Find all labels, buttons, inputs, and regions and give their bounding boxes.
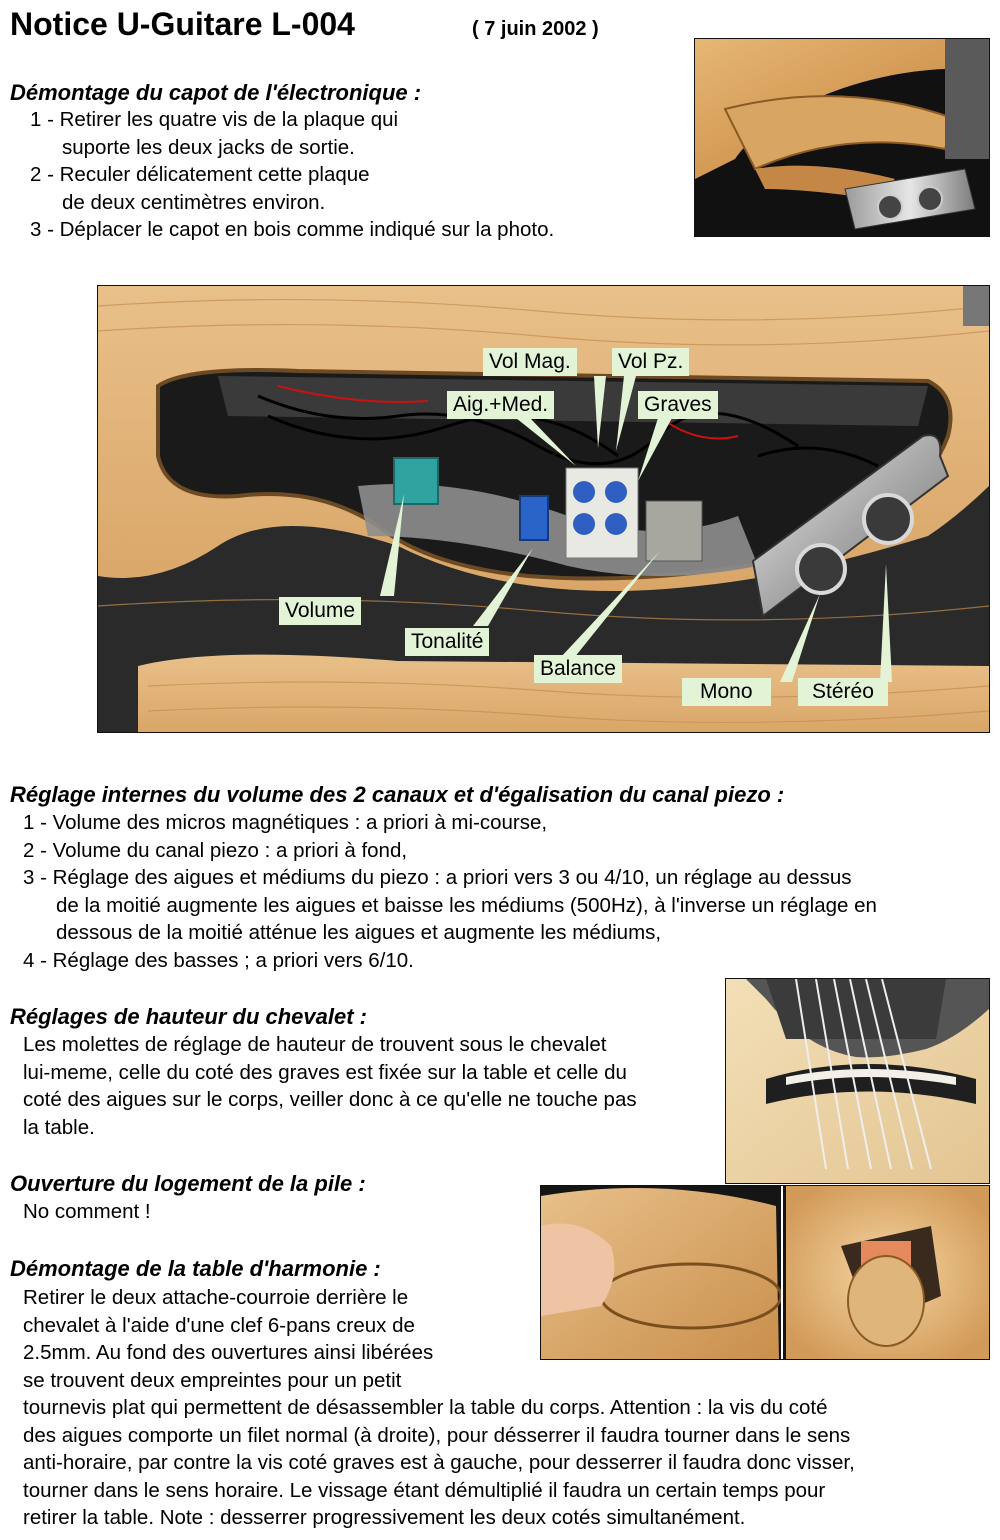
text-line: 2 - Reculer délicatement cette plaque xyxy=(30,163,370,186)
text-line: 1 - Retirer les quatre vis de la plaque qui xyxy=(30,108,399,131)
text-line: suporte les deux jacks de sortie. xyxy=(62,135,355,159)
text-line: Retirer le deux attache-courroie derrière le xyxy=(23,1286,409,1309)
section-body-capot xyxy=(30,106,554,244)
text-line: 3 - Déplacer le capot en bois comme indiqué sur la photo. xyxy=(30,218,555,241)
label-volume: Volume xyxy=(279,597,361,625)
text-line: No comment ! xyxy=(23,1200,151,1223)
text-line: tournevis plat qui permettent de désassembler la table du corps. Attention : la vis du coté xyxy=(23,1396,828,1419)
label-balance: Balance xyxy=(534,655,622,683)
text-line: 3 - Réglage des aigues et médiums du piezo : a priori vers 3 ou 4/10, un réglage au dessus xyxy=(23,866,852,889)
section-heading-pile: Ouverture du logement de la pile : xyxy=(10,1171,366,1196)
text-line: des aigues comporte un filet normal (à droite), pour désserrer il faudra tourner dans le sens xyxy=(23,1423,851,1447)
photo-electronics-cavity xyxy=(97,285,990,733)
text-line: retirer la table. Note : desserrer progressivement les deux cotés simultanément. xyxy=(23,1506,746,1529)
section-heading-table-harmonie: Démontage de la table d'harmonie : xyxy=(10,1256,381,1281)
text-line: 2 - Volume du canal piezo : a priori à fond, xyxy=(23,838,408,862)
section-body-chevalet xyxy=(23,1031,637,1141)
document-date: ( 7 juin 2002 ) xyxy=(472,18,599,40)
text-line: anti-horaire, par contre la vis coté graves est à gauche, pour desserrer il faudra donc visser, xyxy=(23,1451,855,1474)
text-line: lui-meme, celle du coté des graves est fixée sur la table et celle du xyxy=(23,1060,627,1084)
text-line: Les molettes de réglage de hauteur de trouvent sous le chevalet xyxy=(23,1033,607,1056)
text-line: chevalet à l'aide d'une clef 6-pans creux de xyxy=(23,1313,415,1337)
label-vol-pz: Vol Pz. xyxy=(612,348,689,376)
section-heading-reglages-internes: Réglage internes du volume des 2 canaux et d'égalisation du canal piezo : xyxy=(10,782,785,807)
label-stereo: Stéréo xyxy=(798,678,888,706)
text-line: 2.5mm. Au fond des ouvertures ainsi libérées xyxy=(23,1341,434,1364)
text-line: 1 - Volume des micros magnétiques : a priori à mi-course, xyxy=(23,811,548,834)
label-aig-med: Aig.+Med. xyxy=(447,391,554,419)
label-graves: Graves xyxy=(638,391,718,419)
text-line: dessous de la moitié atténue les aigues et augmente les médiums, xyxy=(56,921,662,944)
text-line: coté des aigues sur le corps, veiller donc à ce qu'elle ne touche pas xyxy=(23,1088,637,1111)
section-body-pile xyxy=(23,1198,151,1226)
text-line: de deux centimètres environ. xyxy=(62,190,326,214)
section-heading-capot: Démontage du capot de l'électronique : xyxy=(10,80,422,105)
text-line: de la moitié augmente les aigues et baisse les médiums (500Hz), à l'inverse un réglage en xyxy=(56,893,877,917)
label-tonalite: Tonalité xyxy=(405,628,489,656)
text-line: se trouvent deux empreintes pour un petit xyxy=(23,1368,402,1392)
text-line: tourner dans le sens horaire. Le vissage étant démultiplié il faudra un certain temps pour xyxy=(23,1478,826,1502)
text-line: 4 - Réglage des basses ; a priori vers 6/10. xyxy=(23,948,414,972)
page-title: Notice U-Guitare L-004 xyxy=(10,6,355,42)
label-vol-mag: Vol Mag. xyxy=(483,348,577,376)
text-line: la table. xyxy=(23,1115,95,1139)
section-body-reglages-internes xyxy=(23,809,877,974)
label-mono: Mono xyxy=(682,678,771,706)
section-body-table-harmonie xyxy=(23,1284,855,1532)
section-heading-chevalet: Réglages de hauteur du chevalet : xyxy=(10,1004,367,1029)
photo-bridge xyxy=(725,978,990,1184)
photo-capot-removal xyxy=(694,38,990,237)
